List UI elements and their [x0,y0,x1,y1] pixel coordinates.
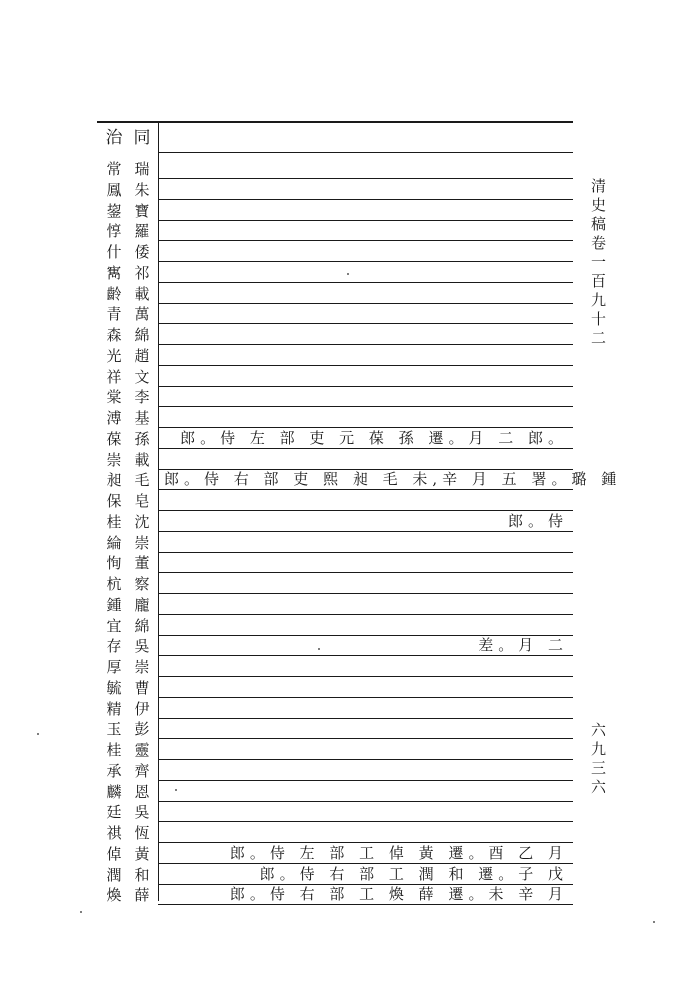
appointment-entry [164,241,568,261]
official-name-char-outer: 承 [106,762,122,780]
official-name-char-inner: 董 [134,554,150,572]
appointment-entry [164,822,568,842]
page-number: 六九三六 [589,722,607,798]
appointment-entry [164,739,568,759]
appointment-entry [164,366,568,386]
official-name-char-inner: 寶 [134,202,150,220]
official-name-char-outer: 崇 [106,451,122,469]
header-col-outer: 治 [105,128,123,148]
appointment-entry [164,324,568,344]
appointment-entry [164,345,568,365]
ink-speck [347,273,349,275]
official-name-char-outer: 玉 [106,720,122,738]
appointment-entry [164,573,568,593]
official-name-char-outer: 森 [106,326,122,344]
appointment-entry: 郎。侍 [507,512,568,530]
official-name-char-outer: 恂 [106,554,122,572]
name-column-divider [158,121,159,901]
official-name-char-inner: 吳 [134,637,150,655]
official-name-char-inner: 沈 [134,513,150,531]
appointment-entry: 郎。侍 右 部 工 潤 和 遷。子 戊 [259,865,568,883]
header-row-rule [158,152,573,153]
official-name-char-outer: 綸 [106,534,122,552]
row-rule [158,904,573,905]
official-name-char-inner: 綿 [134,617,150,635]
official-name-char-outer: 桂 [106,513,122,531]
official-name-char-inner: 恆 [134,824,150,842]
official-name-char-outer: 寯 [106,264,122,282]
ink-speck [653,921,655,923]
official-name-char-outer: 煥 [106,886,122,904]
official-name-char-inner: 崇 [134,534,150,552]
official-name-char-inner: 崇 [134,658,150,676]
appointment-entry: 郎。侍 右 部 工 煥 薛 遷。未 辛 月 [229,885,568,903]
appointment-entry [164,449,568,469]
official-name-char-inner: 皂 [134,492,150,510]
official-name-char-inner: 朱 [134,181,150,199]
official-name-char-inner: 萬 [134,305,150,323]
book-title: 清史稿卷一百九十二 [589,178,607,349]
appointment-entry [164,552,568,572]
table-top-rule [97,121,573,123]
official-name-char-inner: 恩 [134,783,150,801]
official-name-char-inner: 孫 [134,430,150,448]
appointment-entry [164,718,568,738]
appointment-entry [164,158,568,178]
official-name-char-outer: 溥 [106,409,122,427]
official-name-char-inner: 基 [134,409,150,427]
appointment-entry [164,677,568,697]
official-name-char-outer: 麟 [106,783,122,801]
official-name-char-outer: 祺 [106,824,122,842]
official-name-char-inner: 察 [134,575,150,593]
official-name-char-inner: 吳 [134,803,150,821]
appointment-entry: 郎。侍 右 部 吏 熙 昶 毛 未,辛 月 五 署。璐 鍾 [164,470,622,488]
appointment-entry [164,781,568,801]
official-name-char-outer: 保 [106,492,122,510]
official-name-char-inner: 齊 [134,762,150,780]
appointment-entry [164,407,568,427]
appointment-entry [164,283,568,303]
ink-speck [80,911,82,913]
official-name-char-outer: 惇 [106,222,122,240]
official-name-char-outer: 光 [106,347,122,365]
appointment-entry [164,760,568,780]
official-name-char-inner: 薛 [134,886,150,904]
official-name-char-outer: 鳳 [106,181,122,199]
ink-speck [318,648,320,650]
official-name-char-outer: 宜 [106,617,122,635]
appointment-entry [164,386,568,406]
official-name-char-inner: 靈 [134,741,150,759]
official-name-char-outer: 倬 [106,845,122,863]
official-name-char-outer: 什 [106,243,122,261]
official-name-char-inner: 文 [134,368,150,386]
official-name-char-inner: 伊 [134,700,150,718]
appointment-entry [164,594,568,614]
official-name-char-outer: 鍾 [106,596,122,614]
appointment-entry [164,801,568,821]
official-name-char-outer: 桂 [106,741,122,759]
appointment-entry [164,490,568,510]
official-name-char-inner: 載 [134,451,150,469]
ink-speck [175,789,177,791]
official-name-char-outer: 鋆 [106,202,122,220]
appointment-entry [164,179,568,199]
official-name-char-inner: 倭 [134,243,150,261]
appointment-entry [164,200,568,220]
ink-speck [37,733,39,735]
header-col-inner: 同 [133,128,151,148]
official-name-char-inner: 龐 [134,596,150,614]
official-name-char-outer: 祥 [106,368,122,386]
official-name-char-outer: 潤 [106,866,122,884]
official-name-char-inner: 羅 [134,222,150,240]
official-name-char-outer: 杭 [106,575,122,593]
official-name-char-outer: 厚 [106,658,122,676]
official-name-char-outer: 葆 [106,430,122,448]
official-name-char-outer: 毓 [106,679,122,697]
official-name-char-outer: 昶 [106,471,122,489]
official-name-char-inner: 祁 [134,264,150,282]
appointment-entry [164,656,568,676]
official-name-char-inner: 曹 [134,679,150,697]
official-name-char-outer: 常 [106,160,122,178]
official-name-char-outer: 棠 [106,388,122,406]
official-name-char-inner: 趙 [134,347,150,365]
official-name-char-outer: 青 [106,305,122,323]
official-name-char-inner: 毛 [134,471,150,489]
official-name-char-inner: 李 [134,388,150,406]
appointment-entry [164,303,568,323]
official-name-char-inner: 彭 [134,720,150,738]
official-name-char-inner: 瑞 [134,160,150,178]
official-name-char-outer: 齡 [106,285,122,303]
appointment-entry [164,220,568,240]
appointment-entry: 郎。侍 左 部 工 倬 黃 遷。酉 乙 月 [229,844,568,862]
appointment-entry: 差。月 二 [478,636,568,654]
appointment-entry: 郎。侍 左 部 吏 元 葆 孫 遷。月 二 郎。 [180,429,568,447]
official-name-char-inner: 黃 [134,845,150,863]
appointment-entry [164,615,568,635]
official-name-char-inner: 綿 [134,326,150,344]
official-name-char-inner: 載 [134,285,150,303]
official-name-char-outer: 存 [106,637,122,655]
official-name-char-outer: 廷 [106,803,122,821]
official-name-char-outer: 精 [106,700,122,718]
appointment-entry [164,698,568,718]
appointment-entry [164,532,568,552]
appointment-entry [164,262,568,282]
official-name-char-inner: 和 [134,866,150,884]
